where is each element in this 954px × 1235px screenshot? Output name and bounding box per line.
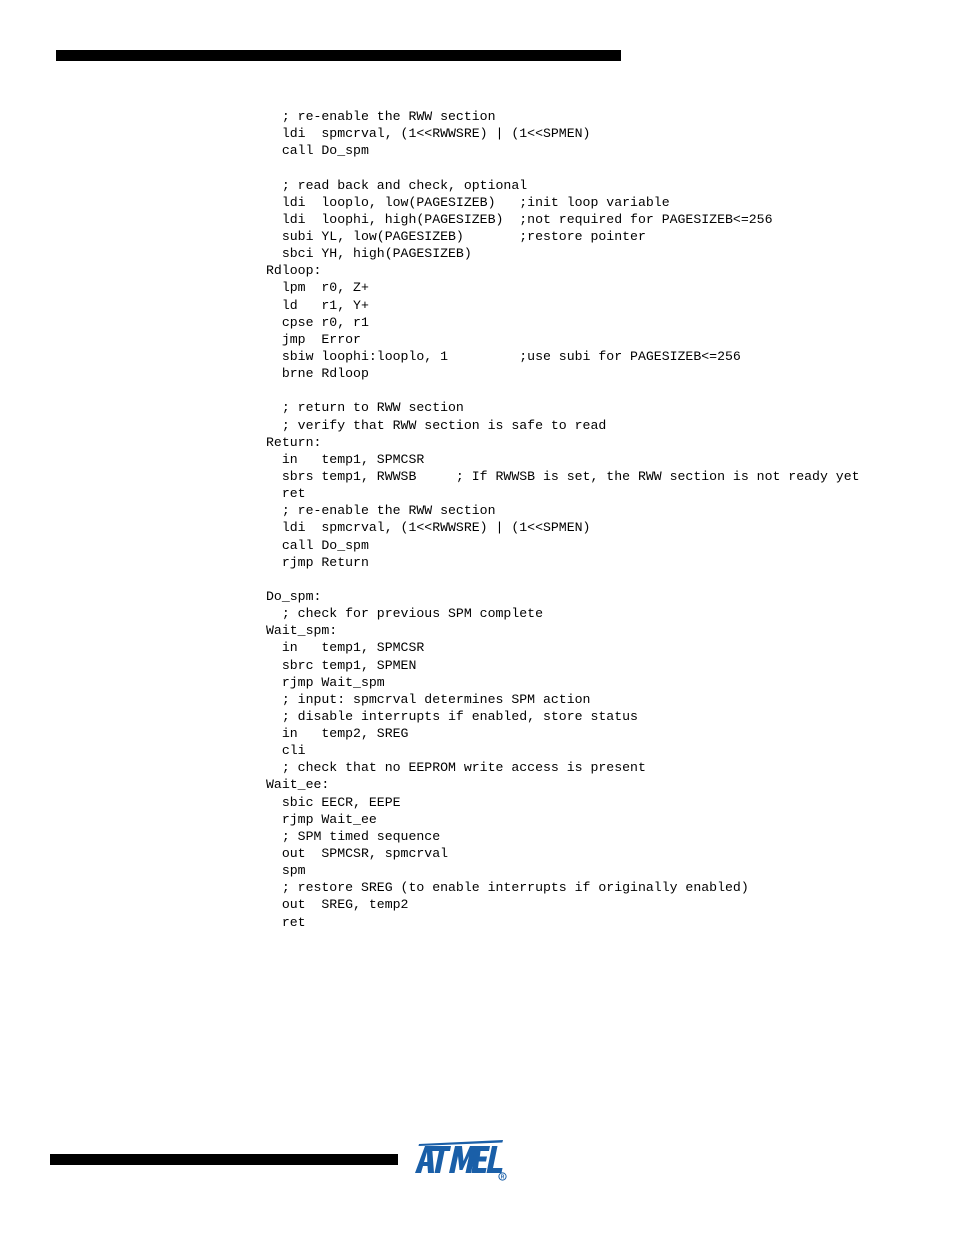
code-line: sbic EECR, EEPE (266, 794, 401, 810)
code-line: ; input: spmcrval determines SPM action (266, 691, 591, 707)
code-line: ret (266, 486, 306, 502)
code-line: Wait_ee: (266, 777, 330, 793)
code-line: out SPMCSR, spmcrval (266, 846, 449, 862)
code-line: ret (266, 914, 306, 930)
code-line: ; read back and check, optional (266, 177, 528, 193)
code-line: ; disable interrupts if enabled, store status (266, 708, 638, 724)
code-line: sbrs temp1, RWWSB ; If RWWSB is set, the RWW section is not ready yet (266, 468, 860, 484)
code-line: ldi spmcrval, (1<<RWWSRE) | (1<<SPMEN) (266, 520, 591, 536)
code-line: in temp1, SPMCSR (266, 640, 425, 656)
code-line: Rdloop: (266, 263, 322, 279)
code-line: ; verify that RWW section is safe to read (266, 417, 607, 433)
code-line: brne Rdloop (266, 366, 369, 382)
code-line: in temp2, SREG (266, 726, 409, 742)
atmel-logo (413, 1137, 509, 1183)
code-line: rjmp Return (266, 554, 369, 570)
code-line: call Do_spm (266, 143, 369, 159)
code-line: ; return to RWW section (266, 400, 464, 416)
header-rule (56, 50, 621, 61)
svg-text:R: R (500, 1174, 505, 1181)
code-line: rjmp Wait_spm (266, 674, 385, 690)
code-line: out SREG, temp2 (266, 897, 409, 913)
code-line: Return: (266, 434, 322, 450)
code-line: Wait_spm: (266, 623, 338, 639)
code-line (266, 571, 860, 588)
code-line: sbiw loophi:looplo, 1 ;use subi for PAGESIZEB<=256 (266, 348, 741, 364)
code-line: ; restore SREG (to enable interrupts if originally enabled) (266, 880, 749, 896)
footer-rule (50, 1154, 398, 1165)
code-line: sbrc temp1, SPMEN (266, 657, 417, 673)
code-line: ; check that no EEPROM write access is present (266, 760, 646, 776)
code-line (266, 382, 860, 399)
code-line: ldi spmcrval, (1<<RWWSRE) | (1<<SPMEN) (266, 126, 591, 142)
code-line: lpm r0, Z+ (266, 280, 369, 296)
code-line: call Do_spm (266, 537, 369, 553)
code-line: rjmp Wait_ee (266, 811, 377, 827)
code-line: jmp Error (266, 331, 361, 347)
code-line: ldi looplo, low(PAGESIZEB) ;init loop variable (266, 194, 670, 210)
code-line: in temp1, SPMCSR (266, 451, 425, 467)
code-line: ldi loophi, high(PAGESIZEB) ;not required for PAGESIZEB<=256 (266, 211, 773, 227)
code-line: sbci YH, high(PAGESIZEB) (266, 246, 472, 262)
code-line: Do_spm: (266, 588, 322, 604)
code-line: ; SPM timed sequence (266, 828, 441, 844)
code-line: ; re-enable the RWW section (266, 109, 496, 124)
code-line: ; check for previous SPM complete (266, 606, 543, 622)
code-line: cpse r0, r1 (266, 314, 369, 330)
assembly-code-listing (266, 108, 860, 931)
code-line: subi YL, low(PAGESIZEB) ;restore pointer (266, 228, 646, 244)
code-line (266, 159, 860, 176)
code-line: ld r1, Y+ (266, 297, 369, 313)
code-line: cli (266, 743, 306, 759)
code-line: ; re-enable the RWW section (266, 503, 496, 519)
code-line: spm (266, 863, 306, 879)
